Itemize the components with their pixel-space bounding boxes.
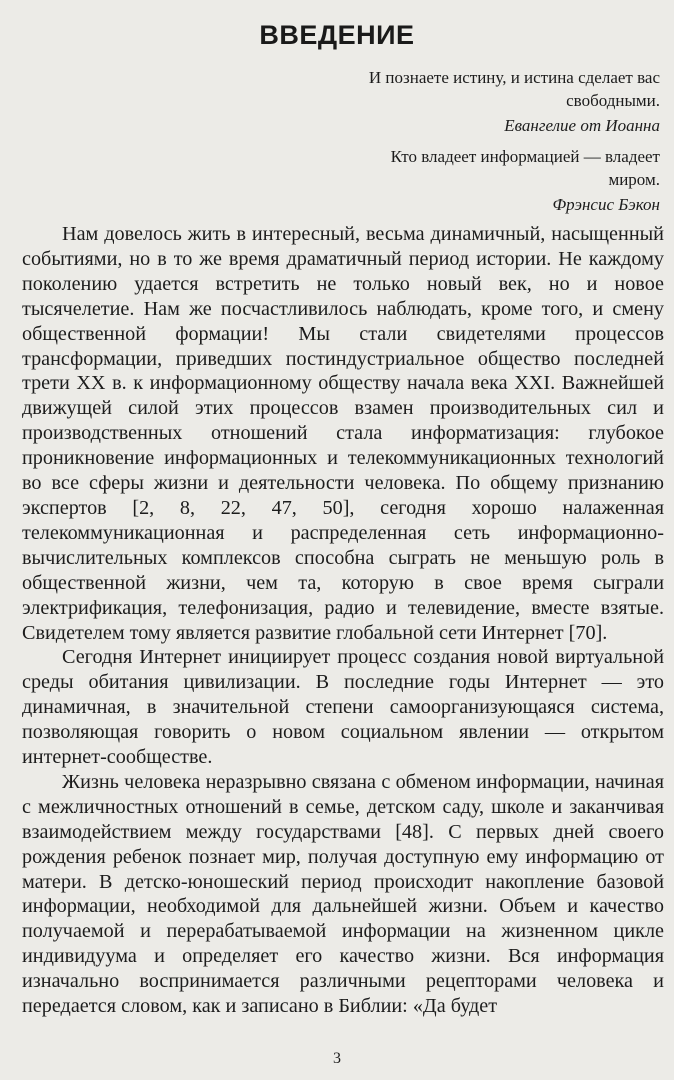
paragraph: Нам довелось жить в интересный, весьма динамичный, насыщенный событиями, но в то же время драматичный период истории. Не каждому поколению удается встретить не только новый век, но и новое тысячелетие. Нам же посчастливилось наблюдать, кроме того, и смену общественной формации! Мы стали свидетелями процессов трансформации, приведших постиндустриальное общество последней трети XX в. к информационному обществу начала века XXI. Важнейшей движущей силой этих процессов взамен производительных сил и производственных отношений стала информатизация: глубокое проникновение информационных и телекоммуникационных технологий во все сферы жизни и деятельности человека. По общему признанию экспертов [2, 8, 22, 47, 50], сегодня хорошо налаженная телекоммуникационная и распределенная сеть информационно-вычислительных комплексов способна сыграть не меньшую роль в общественной жизни, чем та, которую в свое время сыграли электрификация, телефонизация, радио и телевидение, вместе взятые. Свидетелем тому является развитие глобальной сети Интернет [70]. xyxy=(22,223,664,644)
chapter-heading: ВВЕДЕНИЕ xyxy=(259,20,415,50)
paragraph: Жизнь человека неразрывно связана с обменом информации, начиная с межличностных отношений в семье, детском саду, школе и заканчивая взаимодействием между государствами [48]. С первых дней своего рождения ребенок познает мир, получая доступную ему информацию от матери. В детско-юношеский период происходит накопление базовой информации, необходимой для дальнейшей жизни. Объем и качество получаемой и перерабатываемой информации на жизненном цикле индивидуума и определяет его качество жизни. Вся информация изначально воспринимается различными рецепторами человека и передается словом, как и записано в Библии: «Да будет xyxy=(22,770,664,1018)
epigraph-quote: Кто владеет информацией — владеет миром. xyxy=(390,147,660,189)
epigraph-author: Фрэнсис Бэкон xyxy=(552,195,660,214)
paragraph: Сегодня Интернет инициирует процесс создания новой виртуальной среды обитания цивилизации. В последние годы Интернет — это динамичная, в значительной степени самоорганизующаяся система, позволяющая говорить о новом социальном явлении — открытом интернет-сообществе. xyxy=(22,646,664,769)
epigraphs xyxy=(360,66,660,224)
epigraph-quote: И познаете истину, и истина сделает вас свободными. xyxy=(368,68,660,110)
epigraph-author: Евангелие от Иоанна xyxy=(504,116,660,135)
body-text xyxy=(22,222,664,1019)
page-number: 3 xyxy=(333,1050,341,1067)
